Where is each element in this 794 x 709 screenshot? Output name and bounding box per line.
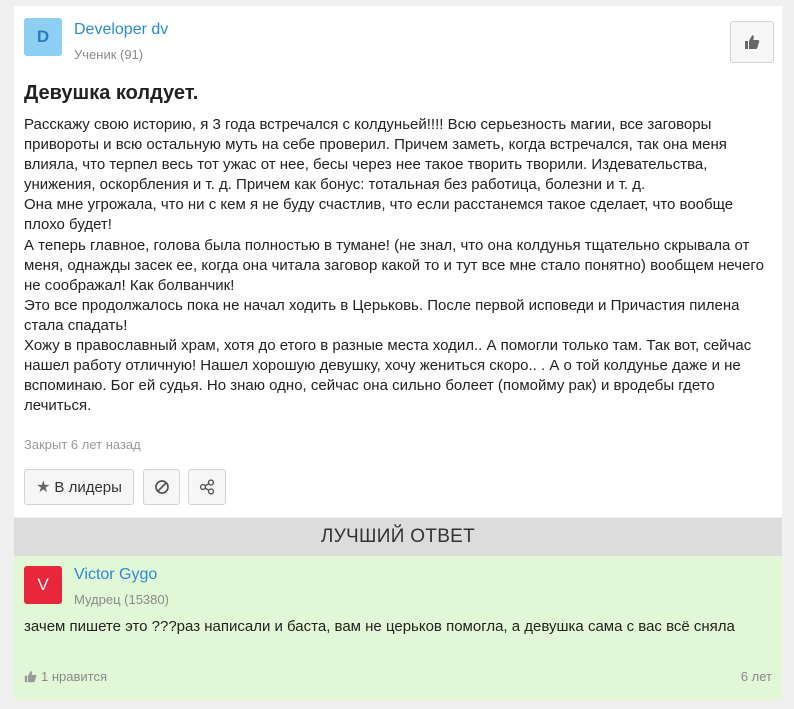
to-leaders-label: В лидеры [54, 478, 122, 496]
question-author-rank: Ученик (91) [74, 47, 144, 62]
question-status: Закрыт 6 лет назад [24, 437, 141, 452]
question-paragraph: Она мне угрожала, что ни с кем я не буду счастлив, что если расстанемся такое сделает, что вообще плохо будет! [24, 196, 734, 234]
question-paragraph: А теперь главное, голова была полностью в тумане! (не знал, что она колдунья тщательно скрывала от меня, однажды засек ее, когда она читала заговор какой то и тут все мне стало понятно) вообщем нечего не соображал! Как болванчик! [24, 236, 764, 294]
answer-author-avatar[interactable]: V [24, 566, 62, 604]
question-body [24, 115, 776, 416]
question-card [14, 6, 782, 517]
question-paragraph: Расскажу свою историю, я 3 года встречался с колдуньей!!!! Всю серьезность магии, все заговоры привороты и всю остальную муть на себе проверил. Причем заметь, когда встречался, так она меня влияла, что терпел весь тот ужас от нее, бесы через нее такое творить творили. Издевательства, унижения, оскорбления и т. д. Причем как бонус: тотальная без работица, болезни и т. д. [24, 116, 727, 194]
like-button[interactable] [730, 21, 774, 63]
answer-like-button[interactable] [24, 669, 107, 684]
thumbs-up-icon [24, 670, 37, 683]
question-paragraph: Хожу в православный храм, хотя до етого в разные места ходил.. А помогли только там. Так вот, сейчас нашел работу отличную! Нашел хорошую девушку, хочу жениться скоро.. . А о той колдунье даже и не вспоминаю. Бог ей судья. Но знаю одно, сейчас она сильно болеет (помойму рак) и вродебы гдето лечиться. [24, 337, 752, 415]
answer-likes-count: 1 нравится [41, 669, 107, 684]
best-answer-header: ЛУЧШИЙ ОТВЕТ [14, 518, 782, 556]
question-title: Девушка колдует. [24, 82, 199, 104]
answer-age: 6 лет [740, 669, 772, 684]
block-icon [154, 479, 170, 495]
star-icon: ★ [36, 479, 51, 496]
question-author-avatar[interactable]: D [24, 18, 62, 56]
to-leaders-button[interactable] [24, 469, 134, 505]
thumbs-up-icon [744, 34, 760, 50]
answer-author-name[interactable]: Victor Gygo [74, 566, 158, 583]
best-answer-card [14, 556, 782, 700]
share-button[interactable] [188, 469, 226, 505]
question-paragraph: Это все продолжалось пока не начал ходить в Церьковь. После первой исповеди и Причастия пилена стала спадать! [24, 296, 740, 334]
question-author-name[interactable]: Developer dv [74, 21, 169, 38]
share-icon [199, 479, 215, 495]
block-button[interactable] [143, 469, 180, 505]
answer-author-rank: Мудрец (15380) [74, 592, 169, 607]
answer-text: зачем пишете это ???раз написали и баста, вам не церьков помогла, а девушка сама с вас всё сняла [24, 618, 735, 635]
